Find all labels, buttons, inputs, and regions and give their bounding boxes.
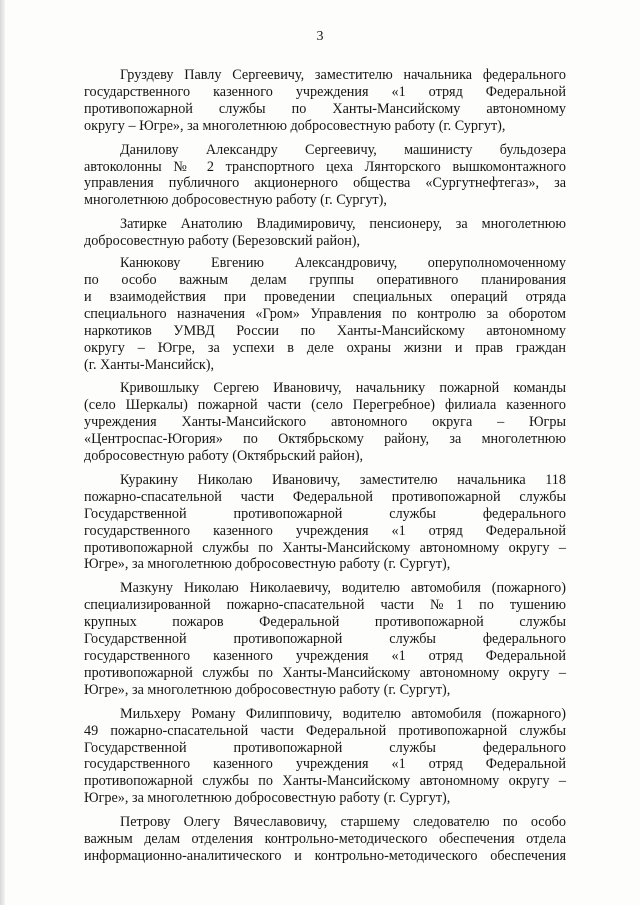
entry-line: противопожарной службы по Ханты-Мансийскому автономному округу – [84,539,566,556]
document-body [84,67,566,865]
award-entry [84,706,566,807]
entry-line: Данилову Александру Сергеевичу, машинисту бульдозера [120,141,566,158]
entry-line: (село Шеркалы) пожарной части (село Перегребное) филиала казенного [84,397,566,414]
entry-line: Груздеву Павлу Сергеевичу, заместителю начальника федерального [120,67,566,83]
entry-line: округу – Югре, за успехи в деле охраны жизни и прав граждан [84,339,566,356]
entry-line: Государственной противопожарной службы федерального [84,631,566,648]
entry-line: противопожарной службы по Ханты-Мансийскому автономному округу – [84,664,566,681]
award-entry [84,255,566,373]
entry-line: и взаимодействия при проведении специальных операций отряда [84,288,566,305]
entry-line: добросовестную работу (Березовский район), [84,233,361,250]
paragraph-gap [84,135,566,142]
entry-line: Югре», за многолетнюю добросовестную работу (г. Сургут), [84,790,451,807]
entry-line: «Центроспас-Югория» по Октябрьскому району, за многолетнюю [84,431,566,448]
entry-line: важным делам отделения контрольно-методического обеспечения отдела [84,831,566,848]
entry-line: государственного казенного учреждения «1 отряд Федеральной [84,756,566,773]
entry-line: учреждения Ханты-Мансийского автономного округа – Югры [84,414,566,431]
paragraph-gap [84,209,566,216]
entry-line: добросовестную работу (Октябрьский район), [84,448,364,465]
award-entry [84,142,566,210]
entry-line: информационно-аналитического и контрольно-методического обеспечения [84,847,566,864]
entry-line: Государственной противопожарной службы федерального [84,739,566,756]
entry-line: наркотиков УМВД России по Ханты-Мансийскому автономному [84,322,566,339]
entry-line: Государственной противопожарной службы федерального [84,505,566,522]
entry-line: округу – Югре», за многолетнюю добросовестную работу (г. Сургут), [84,117,506,134]
award-entry [84,67,566,135]
entry-line: Канюкову Евгению Александровичу, оперуполномоченному [120,255,566,272]
entry-line: Мильхеру Роману Филипповичу, водителю автомобиля (пожарного) [120,705,566,722]
paragraph-gap [84,573,566,580]
entry-line: специального назначения «Гром» Управления по контролю за оборотом [84,305,566,322]
award-entry [84,216,566,250]
award-entry [84,814,566,865]
entry-line: противопожарной службы по Ханты-Мансийскому автономному [84,100,566,117]
entry-line: крупных пожаров Федеральной противопожарной службы [84,614,566,631]
entry-line: автоколонны № 2 транспортного цеха Лянторского вышкомонтажного [84,158,566,175]
page-number: 3 [316,29,324,44]
entry-line: Югре», за многолетнюю добросовестную работу (г. Сургут), [84,556,451,573]
entry-line: Югре», за многолетнюю добросовестную работу (г. Сургут), [84,681,451,698]
paragraph-gap [84,373,566,380]
entry-line: государственного казенного учреждения «1 отряд Федеральной [84,83,566,100]
entry-line: многолетнюю добросовестную работу (г. Сургут), [84,192,387,209]
paragraph-gap [84,807,566,814]
entry-line: Мазкуну Николаю Николаевичу, водителю автомобиля (пожарного) [120,580,566,597]
entry-line: государственного казенного учреждения «1 отряд Федеральной [84,648,566,664]
entry-line: (г. Ханты-Мансийск), [84,356,215,373]
award-entry [84,580,566,698]
scan-edge-shadow [0,0,5,905]
entry-line: пожарно-спасательной части Федеральной противопожарной службы [84,488,566,505]
award-entry [84,380,566,465]
entry-line: Затирке Анатолию Владимировичу, пенсионеру, за многолетнюю [120,216,566,233]
entry-line: 49 пожарно-спасательной части Федеральной противопожарной службы [84,722,566,739]
entry-line: государственного казенного учреждения «1 отряд Федеральной [84,522,566,539]
award-entry [84,472,566,573]
paragraph-gap [84,699,566,706]
entry-line: Куракину Николаю Ивановичу, заместителю начальника 118 [120,471,566,488]
entry-line: противопожарной службы по Ханты-Мансийскому автономному округу – [84,773,566,790]
paragraph-gap [84,465,566,472]
entry-line: управления публичного акционерного общества «Сургутнефтегаз», за [84,175,566,192]
entry-line: Кривошлыку Сергею Ивановичу, начальнику пожарной команды [120,380,566,397]
entry-line: по особо важным делам группы оперативного планирования [84,271,566,288]
entry-line: специализированной пожарно-спасательной части №1 по тушению [84,597,566,614]
entry-line: Петрову Олегу Вячеславовичу, старшему следователю по особо [120,814,566,831]
